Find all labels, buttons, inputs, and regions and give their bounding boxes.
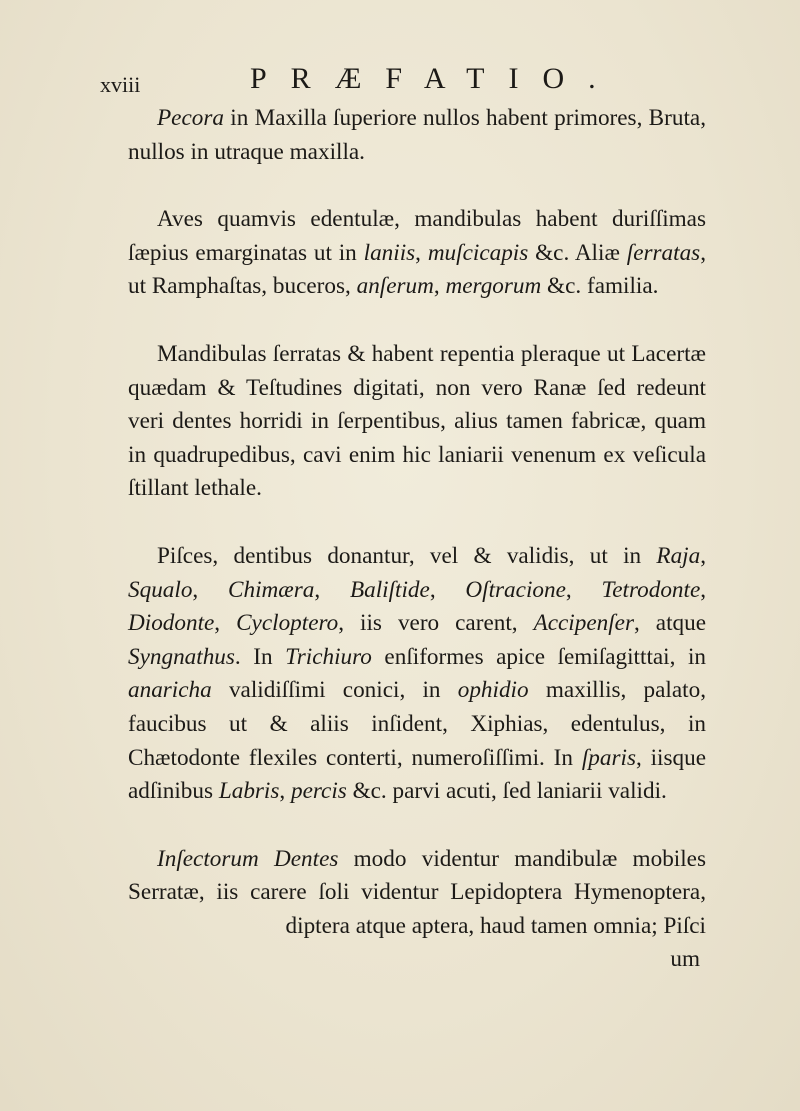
roman-text: , (192, 576, 229, 603)
page-header (100, 62, 660, 102)
roman-text: , iisque adſinibus (128, 744, 707, 805)
italic-text: laniis (363, 239, 416, 266)
roman-text: , atque (634, 610, 706, 637)
italic-text: muſcicapis (427, 239, 529, 266)
italic-text: Diodonte (128, 610, 215, 637)
italic-text: ſparis (581, 744, 636, 771)
roman-text: Aves quamvis edentulæ, mandibulas habent duriſſimas ſæpius emarginatas ut in (128, 206, 706, 266)
roman-text: , (700, 542, 706, 569)
roman-text: in Maxilla ſuperiore nullos habent primores, Bruta, nullos in utraque maxilla. (128, 105, 706, 165)
italic-text: Oſtracione (465, 576, 566, 603)
paragraph-insectorum (128, 843, 706, 944)
paragraph-aves (128, 203, 706, 304)
italic-text: Labris (218, 778, 280, 805)
italic-text: anſerum (356, 273, 434, 300)
roman-text: , (214, 610, 237, 637)
roman-text: . In (234, 643, 286, 670)
italic-text: Cycloptero (236, 610, 339, 637)
roman-text: , (415, 239, 428, 266)
running-head: PRÆFATIO. (250, 62, 620, 95)
italic-text: Inſectorum Dentes (157, 845, 339, 872)
italic-text: Squalo (128, 576, 193, 603)
roman-text: , iis vero carent, (338, 610, 534, 637)
italic-text: Accipenſer (533, 610, 634, 637)
roman-text: Mandibulas ſerratas & habent repentia pleraque ut Lacertæ quædam & Teſtudines digitati, non vero Ranæ ſed redeunt veri dentes horridi in ſerpentibus, alius tamen fabricæ, quam in quadrupedibus, cavi enim hic laniarii venenum ex veſicula ſtillant lethale. (128, 340, 706, 502)
roman-text: maxillis, palato, faucibus ut & aliis inſident, Xiphias, edentulus, in Chætodonte flexiles conterti, numeroſiſſimi. In (128, 677, 706, 771)
italic-text: Pecora (157, 105, 224, 131)
paragraph-mandibulas (128, 338, 706, 506)
italic-text: Raja (656, 542, 701, 569)
italic-text: ophidio (457, 677, 529, 704)
roman-text: , (279, 778, 291, 805)
catchword: um (670, 946, 700, 973)
paragraph-pecora (128, 102, 706, 169)
italic-text: Syngnathus (128, 643, 235, 670)
italic-text: Tetrodonte (601, 576, 701, 603)
page-number: xviii (100, 72, 141, 97)
roman-text: , ut Ramphaſtas, buceros, (128, 239, 706, 300)
paragraph-pisces (128, 540, 706, 809)
italic-text: anaricha (128, 677, 212, 704)
roman-text: enſiformes apice ſemiſagitttai, in (371, 643, 706, 670)
roman-text: &c. Aliæ (528, 239, 627, 266)
roman-text: &c. parvi acuti, ſed laniarii validi. (346, 778, 667, 805)
roman-text: &c. familia. (541, 273, 659, 300)
roman-text: Piſces, dentibus donantur, vel & validis, ut in (157, 542, 657, 569)
roman-text: , (433, 273, 446, 300)
italic-text: percis (291, 778, 347, 805)
roman-text: , (565, 576, 602, 603)
body-text (128, 102, 706, 977)
roman-text: , (314, 576, 350, 603)
roman-text: , (700, 576, 707, 603)
italic-text: mergorum (445, 273, 542, 300)
italic-text: ſerratas (626, 239, 701, 266)
italic-text: Baliſtide (349, 576, 430, 603)
roman-text: validiſſimi conici, in (211, 677, 458, 704)
italic-text: Chimæra (228, 576, 315, 603)
italic-text: Trichiuro (285, 643, 372, 670)
roman-text: modo videntur mandibulæ mobiles Serratæ, iis carere ſoli videntur Lepidoptera Hymenoptera, diptera atque aptera, haud tamen omnia; Piſci (128, 845, 706, 939)
roman-text: , (429, 576, 466, 603)
